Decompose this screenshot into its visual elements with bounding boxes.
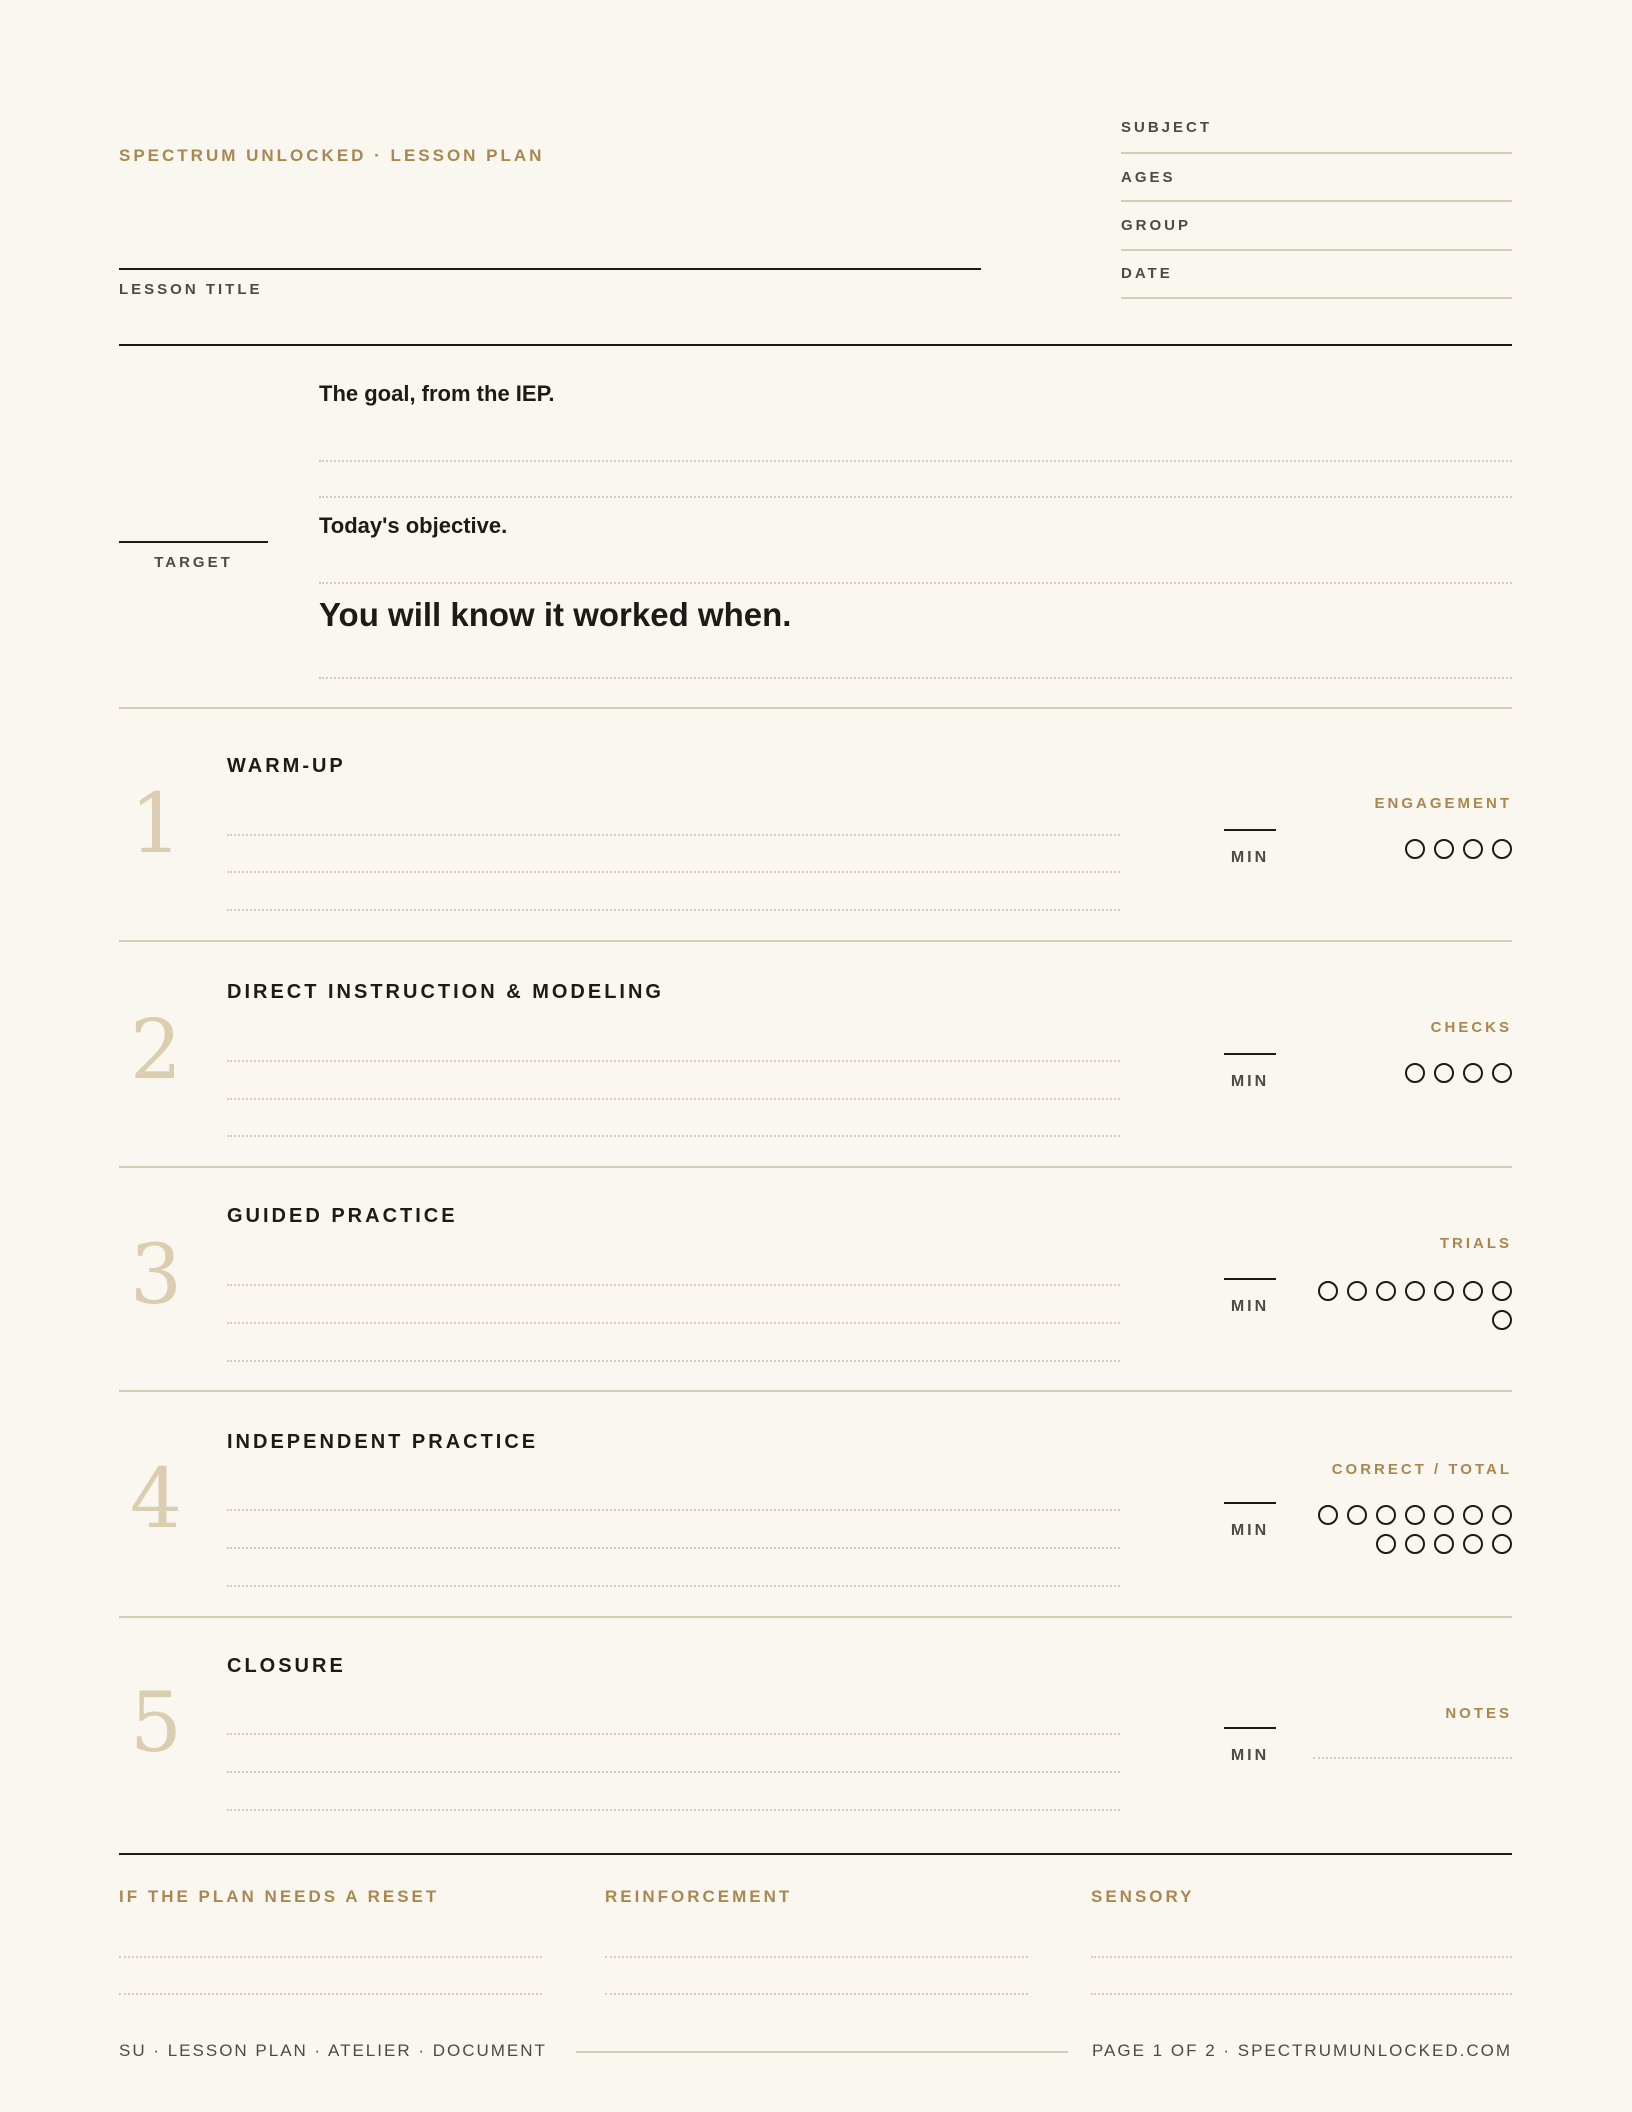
subject-field[interactable]	[1121, 152, 1512, 154]
tally-circle[interactable]	[1492, 1310, 1512, 1330]
section-1-line[interactable]	[227, 871, 1120, 873]
section-3-minutes-field[interactable]	[1224, 1278, 1276, 1280]
trials-circles	[1302, 1281, 1512, 1330]
ages-label: AGES	[1121, 169, 1176, 186]
tally-circle[interactable]	[1405, 1063, 1425, 1083]
section-2-line[interactable]	[227, 1098, 1120, 1100]
checks-circles	[1302, 1063, 1512, 1083]
section-4-min-label: MIN	[1230, 1522, 1270, 1539]
brand-title: SPECTRUM UNLOCKED · LESSON PLAN	[119, 146, 545, 165]
section-2-min-label: MIN	[1230, 1073, 1270, 1090]
reinforcement-label: REINFORCEMENT	[605, 1887, 793, 1906]
tally-circle[interactable]	[1405, 839, 1425, 859]
section-2-minutes-field[interactable]	[1224, 1053, 1276, 1055]
tally-circle[interactable]	[1463, 839, 1483, 859]
goal-line-2[interactable]	[319, 496, 1512, 498]
lesson-title-label: LESSON TITLE	[119, 281, 263, 298]
objective-line[interactable]	[319, 582, 1512, 584]
section-3-line[interactable]	[227, 1360, 1120, 1362]
reset-label: IF THE PLAN NEEDS A RESET	[119, 1887, 440, 1906]
section-title-closure: CLOSURE	[227, 1655, 346, 1677]
section-2-line[interactable]	[227, 1060, 1120, 1062]
section-number-5: 5	[129, 1676, 183, 1771]
section-5-line[interactable]	[227, 1771, 1120, 1773]
section-2-line[interactable]	[227, 1135, 1120, 1137]
tally-circle[interactable]	[1376, 1534, 1396, 1554]
target-divider	[119, 707, 1512, 709]
checks-label: CHECKS	[1430, 1019, 1512, 1036]
tally-circle[interactable]	[1434, 1281, 1454, 1301]
section-5-line[interactable]	[227, 1733, 1120, 1735]
trials-label: TRIALS	[1439, 1235, 1512, 1252]
reinforcement-line-1[interactable]	[605, 1956, 1028, 1958]
tally-circle[interactable]	[1492, 839, 1512, 859]
tally-circle[interactable]	[1347, 1505, 1367, 1525]
reset-line-2[interactable]	[119, 1993, 542, 1995]
goal-line-1[interactable]	[319, 460, 1512, 462]
section-divider	[119, 940, 1512, 942]
section-5-line[interactable]	[227, 1809, 1120, 1811]
target-rule	[119, 541, 268, 543]
section-title-independent-practice: INDEPENDENT PRACTICE	[227, 1431, 539, 1453]
group-label: GROUP	[1121, 217, 1192, 234]
tally-circle[interactable]	[1492, 1281, 1512, 1301]
success-line[interactable]	[319, 677, 1512, 679]
engagement-label: ENGAGEMENT	[1374, 795, 1512, 812]
section-5-min-label: MIN	[1230, 1747, 1270, 1764]
section-number-4: 4	[129, 1452, 183, 1547]
tally-circle[interactable]	[1434, 839, 1454, 859]
section-1-line[interactable]	[227, 909, 1120, 911]
section-4-line[interactable]	[227, 1585, 1120, 1587]
date-label: DATE	[1121, 265, 1173, 282]
group-field[interactable]	[1121, 249, 1512, 251]
tally-circle[interactable]	[1318, 1281, 1338, 1301]
footer-rule	[576, 2051, 1068, 2053]
tally-circle[interactable]	[1463, 1063, 1483, 1083]
tally-circle[interactable]	[1492, 1505, 1512, 1525]
tally-circle[interactable]	[1405, 1281, 1425, 1301]
section-4-line[interactable]	[227, 1547, 1120, 1549]
correct-total-label: CORRECT / TOTAL	[1331, 1461, 1512, 1478]
section-3-line[interactable]	[227, 1284, 1120, 1286]
section-divider	[119, 1390, 1512, 1392]
tally-circle[interactable]	[1492, 1063, 1512, 1083]
tally-circle[interactable]	[1434, 1534, 1454, 1554]
sensory-label: SENSORY	[1091, 1887, 1195, 1906]
tally-circle[interactable]	[1434, 1505, 1454, 1525]
date-field[interactable]	[1121, 297, 1512, 299]
section-title-warm-up: WARM-UP	[227, 755, 346, 777]
section-title-guided-practice: GUIDED PRACTICE	[227, 1205, 458, 1227]
section-4-line[interactable]	[227, 1509, 1120, 1511]
section-title-direct-instruction: DIRECT INSTRUCTION & MODELING	[227, 981, 664, 1003]
sensory-line-1[interactable]	[1091, 1956, 1512, 1958]
ages-field[interactable]	[1121, 200, 1512, 202]
tally-circle[interactable]	[1376, 1505, 1396, 1525]
section-divider	[119, 1616, 1512, 1618]
notes-label: NOTES	[1445, 1705, 1512, 1722]
section-1-line[interactable]	[227, 834, 1120, 836]
notes-line[interactable]	[1313, 1757, 1512, 1759]
subject-label: SUBJECT	[1121, 119, 1213, 136]
tally-circle[interactable]	[1405, 1505, 1425, 1525]
section-5-minutes-field[interactable]	[1224, 1727, 1276, 1729]
section-number-3: 3	[129, 1228, 183, 1323]
tally-circle[interactable]	[1376, 1281, 1396, 1301]
section-4-minutes-field[interactable]	[1224, 1502, 1276, 1504]
footer-left: SU · LESSON PLAN · ATELIER · DOCUMENT	[119, 2041, 547, 2060]
reset-line-1[interactable]	[119, 1956, 542, 1958]
objective-heading: Today's objective.	[319, 513, 508, 538]
tally-circle[interactable]	[1318, 1505, 1338, 1525]
section-3-min-label: MIN	[1230, 1298, 1270, 1315]
footer-right: PAGE 1 OF 2 · SPECTRUMUNLOCKED.COM	[1091, 2041, 1512, 2060]
lesson-title-field[interactable]	[119, 268, 981, 270]
bottom-divider	[119, 1853, 1512, 1855]
tally-circle[interactable]	[1463, 1534, 1483, 1554]
section-number-1: 1	[129, 777, 183, 872]
tally-circle[interactable]	[1405, 1534, 1425, 1554]
tally-circle[interactable]	[1492, 1534, 1512, 1554]
target-label: TARGET	[154, 554, 233, 571]
tally-circle[interactable]	[1463, 1505, 1483, 1525]
section-1-minutes-field[interactable]	[1224, 829, 1276, 831]
success-heading: You will know it worked when.	[319, 596, 792, 633]
sensory-line-2[interactable]	[1091, 1993, 1512, 1995]
section-number-2: 2	[129, 1003, 183, 1098]
header-divider	[119, 344, 1512, 346]
reinforcement-line-2[interactable]	[605, 1993, 1028, 1995]
tally-circle[interactable]	[1347, 1281, 1367, 1301]
tally-circle[interactable]	[1434, 1063, 1454, 1083]
tally-circle[interactable]	[1463, 1281, 1483, 1301]
correct-total-circles	[1302, 1505, 1512, 1554]
section-3-line[interactable]	[227, 1322, 1120, 1324]
engagement-circles	[1302, 839, 1512, 859]
section-1-min-label: MIN	[1230, 849, 1270, 866]
section-divider	[119, 1166, 1512, 1168]
goal-heading: The goal, from the IEP.	[319, 381, 555, 406]
